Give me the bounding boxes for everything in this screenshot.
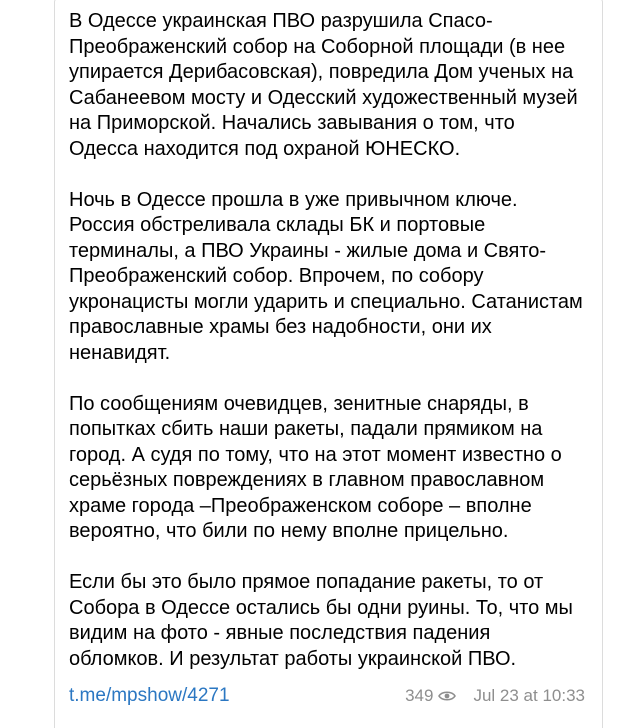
text-line: По сообщениям очевидцев, зенитные снаряды, в	[69, 392, 529, 415]
paragraph-4	[69, 570, 595, 672]
text-line: Собора в Одессе остались бы одни руины. То, что мы	[69, 596, 573, 619]
text-line: Ночь в Одессе прошла в уже привычном ключе.	[69, 188, 518, 211]
text-line: храме города –Преображенском соборе – вполне	[69, 494, 532, 517]
post-date: Jul 23 at 10:33	[473, 686, 585, 705]
text-line: упирается Дерибасовская), повредила Дом ученых на	[69, 61, 574, 83]
text-line: попытках сбить наши ракеты, падали прямиком на	[69, 418, 543, 440]
text-line: Сабанеевом мосту и Одесский художественный музей	[69, 86, 578, 109]
post-meta	[405, 683, 585, 709]
text-line: укронацисты могли ударить и специально. Сатанистам	[69, 290, 583, 313]
paragraph-1	[69, 9, 595, 162]
text-line: Преображенский собор. Впрочем, по собору	[69, 265, 484, 287]
text-line: Одесса находится под охраной ЮНЕСКО.	[69, 137, 461, 160]
text-line: вероятно, что били по нему вполне прицельно.	[69, 520, 509, 542]
paragraph-2	[69, 188, 595, 367]
post-link[interactable]: t.me/mpshow/4271	[69, 685, 230, 706]
text-line: серьёзных повреждениях в главном православном	[69, 469, 545, 491]
paragraph-3	[69, 392, 595, 545]
text-line: православные храмы без надобности, они их	[69, 316, 492, 338]
text-line: Если бы это было прямое попадание ракеты, то от	[69, 571, 544, 593]
text-line: видим на фото - явные последствия падения	[69, 622, 491, 644]
text-line: город. А судя по тому, что на этот момент известно о	[69, 443, 562, 466]
eye-icon	[438, 690, 456, 702]
text-line: на Приморской. Начались завывания о том, что	[69, 112, 515, 134]
post-text	[69, 9, 595, 672]
text-line: терминалы, а ПВО Украины - жилые дома и Свято-	[69, 239, 547, 262]
text-line: Россия обстреливала склады БК и портовые	[69, 214, 486, 236]
text-line: В Одессе украинская ПВО разрушила Спасо-	[69, 10, 493, 32]
text-line: ненавидят.	[69, 341, 171, 364]
post-footer	[69, 683, 585, 709]
text-line: Преображенский собор на Соборной площади (в нее	[69, 35, 566, 58]
text-line: обломков. И результат работы украинской ПВО.	[69, 647, 517, 670]
view-count: 349	[405, 686, 434, 705]
